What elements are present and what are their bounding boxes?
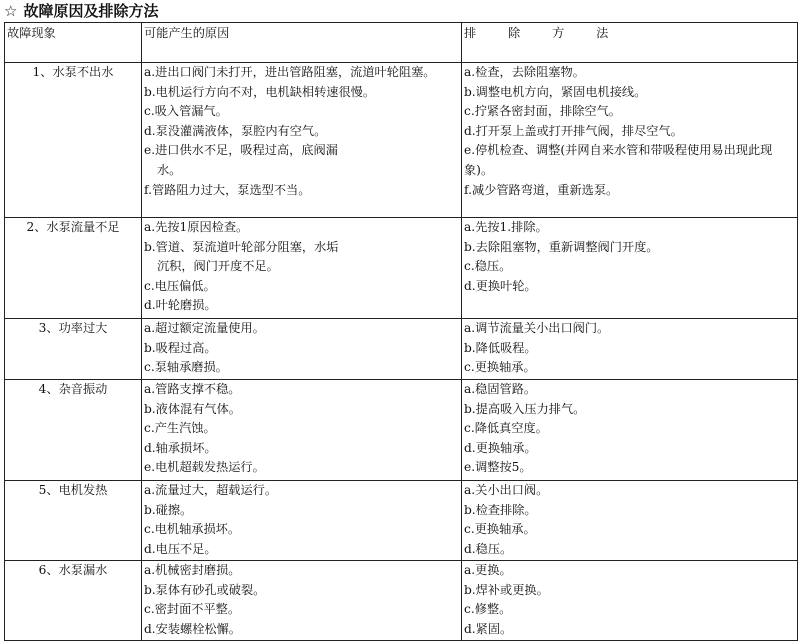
fix-item: c.拧紧各密封面，排除空气。	[464, 104, 621, 119]
fix-item: e.调整按5。	[464, 460, 532, 475]
fix-item: b.提高吸入压力排气。	[464, 401, 586, 416]
table-row	[5, 218, 798, 319]
fix-item: d.稳压。	[464, 541, 513, 556]
fix-item: d.紧固。	[464, 621, 513, 636]
fix-cell	[462, 561, 798, 641]
fix-item: c.更换轴承。	[464, 360, 536, 375]
fix-cell	[462, 319, 798, 380]
fix-item: b.调整电机方向，紧固电机接线。	[464, 84, 647, 99]
cause-item: a.超过额定流量使用。	[144, 321, 265, 335]
cause-item: d.叶轮磨损。	[144, 298, 217, 313]
cause-item: b.吸程过高。	[144, 340, 217, 355]
cause-item: a.管路支撑不稳。	[144, 382, 241, 396]
fix-item: c.修整。	[464, 602, 512, 617]
cause-item: c.泵轴承磨损。	[144, 360, 228, 375]
cause-item: c.产生汽蚀。	[144, 421, 216, 436]
cause-cell	[142, 63, 462, 218]
title-text: 故障原因及排除方法	[23, 2, 159, 20]
fix-item: b.检查排除。	[464, 502, 537, 517]
cause-item: c.密封面不平整。	[144, 602, 241, 617]
fix-item: a.调节流量关小出口阀门。	[464, 321, 610, 335]
cause-item: d.安装螺栓松懈。	[144, 621, 241, 636]
fix-item: a.检查，去除阻塞物。	[464, 65, 585, 79]
header-phenomenon: 故障现象	[5, 23, 142, 63]
cause-item: d.泵没灌满液体，泵腔内有空气。	[144, 123, 327, 138]
cause-item: 沉积，阀门开度不足。	[157, 259, 279, 274]
cause-item: b.碰擦。	[144, 502, 193, 517]
cause-item: e.电机超载发热运行。	[144, 460, 265, 475]
header-fix: 排 除 方 法	[462, 23, 798, 63]
fix-item: b.降低吸程。	[464, 340, 537, 355]
phenomenon-cell: 2、水泵流量不足	[5, 218, 142, 319]
cause-cell	[142, 218, 462, 319]
fix-item: f.减少管路弯道，重新选泵。	[464, 182, 619, 197]
fault-table	[4, 22, 798, 641]
cause-item: d.电压不足。	[144, 541, 217, 556]
fix-cell	[462, 218, 798, 319]
cause-item: c.吸入管漏气。	[144, 104, 228, 119]
table-row	[5, 63, 798, 218]
table-row	[5, 481, 798, 561]
cause-item: f.管路阻力过大，泵选型不当。	[144, 182, 311, 197]
cause-cell	[142, 380, 462, 481]
cause-item: b.泵体有砂孔或破裂。	[144, 582, 266, 597]
cause-item: a.进出口阀门未打开，进出管路阻塞，流道叶轮阻塞。	[144, 65, 436, 79]
star-icon: ☆	[4, 2, 18, 20]
header-row	[5, 23, 798, 63]
fix-item: a.先按1.排除。	[464, 220, 548, 234]
fix-cell	[462, 380, 798, 481]
phenomenon-cell: 5、电机发热	[5, 481, 142, 561]
cause-cell	[142, 561, 462, 641]
cause-cell	[142, 481, 462, 561]
fix-item: c.降低真空度。	[464, 421, 548, 436]
cause-item: 水。	[157, 162, 182, 177]
cause-item: b.液体混有气体。	[144, 401, 241, 416]
cause-item: a.先按1原因检查。	[144, 220, 249, 234]
fix-item: d.更换叶轮。	[464, 278, 537, 293]
fix-item: d.打开泵上盖或打开排气阀，排尽空气。	[464, 123, 683, 138]
cause-item: c.电压偏低。	[144, 278, 216, 293]
fix-item: c.更换轴承。	[464, 522, 536, 537]
fix-item: b.去除阻塞物，重新调整阀门开度。	[464, 239, 659, 254]
fix-cell	[462, 481, 798, 561]
cause-cell	[142, 319, 462, 380]
fix-item: a.更换。	[464, 563, 512, 577]
document-title	[4, 1, 158, 21]
table-row	[5, 561, 798, 641]
cause-item: b.管道、泵流道叶轮部分阻塞，水垢	[144, 239, 339, 254]
fix-item: e.停机检查、调整(并网自来水管和带吸程使用易出现此现象)。	[464, 143, 773, 177]
table-row	[5, 319, 798, 380]
header-cause: 可能产生的原因	[142, 23, 462, 63]
fix-item: a.关小出口阀。	[464, 483, 549, 497]
phenomenon-cell: 4、杂音振动	[5, 380, 142, 481]
fix-item: a.稳固管路。	[464, 382, 537, 396]
cause-item: e.进口供水不足，吸程过高，底阀漏	[144, 143, 338, 158]
phenomenon-cell: 6、水泵漏水	[5, 561, 142, 641]
phenomenon-cell: 1、水泵不出水	[5, 63, 142, 218]
cause-item: c.电机轴承损坏。	[144, 522, 241, 537]
fix-cell	[462, 63, 798, 218]
phenomenon-cell: 3、功率过大	[5, 319, 142, 380]
fix-item: b.焊补或更换。	[464, 582, 549, 597]
cause-item: a.机械密封磨损。	[144, 563, 241, 577]
cause-item: d.轴承损坏。	[144, 440, 217, 455]
cause-item: b.电机运行方向不对，电机缺相转速很慢。	[144, 84, 376, 99]
table-row	[5, 380, 798, 481]
fix-item: c.稳压。	[464, 259, 512, 274]
cause-item: a.流量过大，超载运行。	[144, 483, 278, 497]
fix-item: d.更换轴承。	[464, 440, 537, 455]
